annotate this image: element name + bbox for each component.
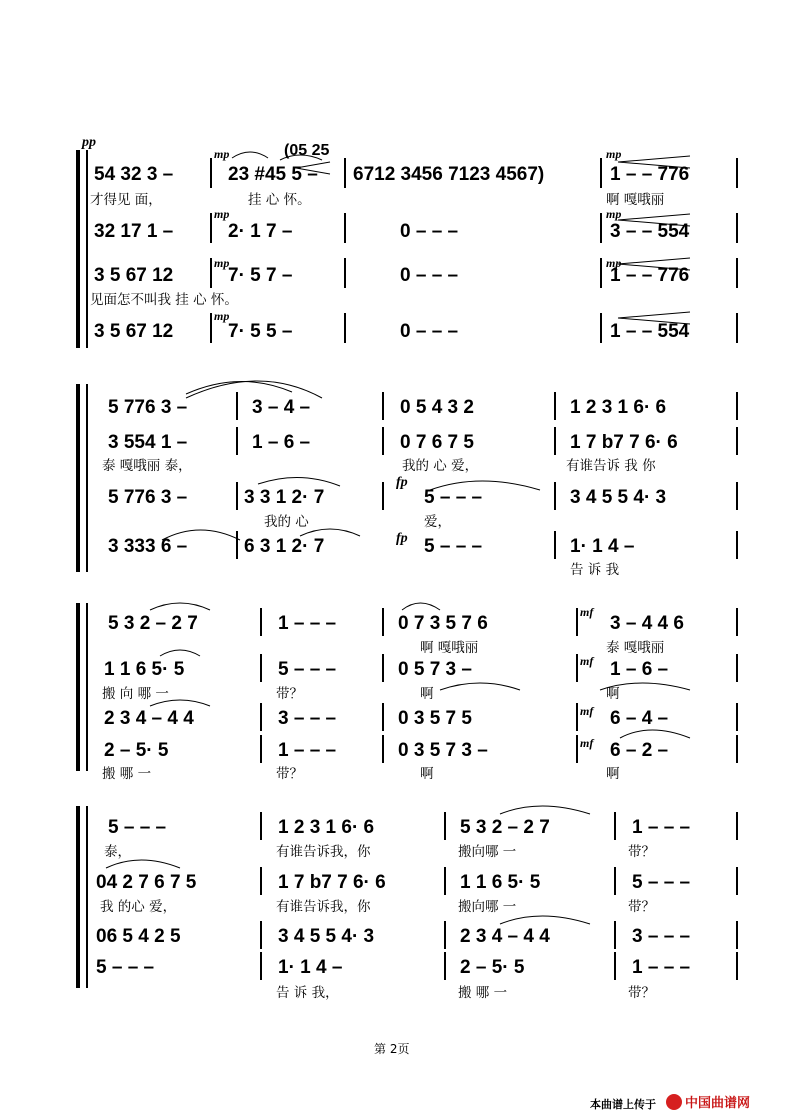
lyric: 搬向哪 一	[458, 844, 517, 860]
measure: 32 17 1 –	[94, 221, 174, 242]
lyric: 带？	[276, 686, 303, 702]
measure: 3 333 6 –	[108, 536, 188, 557]
page-number: 第 2页	[374, 1042, 410, 1056]
measure: 1 – – 554	[610, 321, 690, 342]
measure: 1· 1 4 –	[278, 957, 343, 978]
lyric: 啊 嘎哦丽	[606, 192, 665, 208]
measure: 0 – – –	[400, 221, 459, 242]
dynamic-mark: fp	[396, 475, 408, 490]
dynamic-mark: pp	[82, 135, 96, 150]
dynamic-mark: mp	[214, 207, 230, 221]
dynamic-mark: mf	[580, 704, 594, 718]
measure: 2· 1 7 –	[228, 221, 293, 242]
dynamic-mark: mp	[214, 309, 230, 323]
site-logo[interactable]	[666, 1092, 750, 1111]
measure: 23 #45 5 –	[228, 164, 318, 185]
measure: 5 3 2 – 2 7	[108, 613, 198, 634]
dynamic-mark: mp	[214, 147, 230, 161]
measure: 3 – – –	[278, 708, 337, 729]
lyric: 泰，	[104, 844, 131, 860]
lyric: 挂 心 怀。	[248, 192, 311, 208]
lyric: 搬向哪 一	[458, 899, 517, 915]
dynamic-mark: mf	[580, 736, 594, 750]
measure: 2 3 4 – 4 4	[460, 926, 550, 947]
lyric: 啊	[606, 686, 620, 702]
measure: 1 7 b7 7 6· 6	[278, 872, 386, 893]
measure: 1 – 6 –	[610, 659, 669, 680]
dynamic-mark: mp	[606, 256, 622, 270]
lyric: 告 诉 我，	[276, 985, 339, 1001]
dynamic-mark: mp	[606, 147, 622, 161]
measure: 3 554 1 –	[108, 432, 188, 453]
measure: 3 3 1 2· 7	[244, 487, 325, 508]
logo-mark-icon	[666, 1094, 682, 1110]
measure: 1 1 6 5· 5	[460, 872, 541, 893]
lyric: 我 的心 爱，	[100, 899, 177, 915]
measure: 0 5 4 3 2	[400, 397, 474, 418]
measure: 0 7 3 5 7 6	[398, 613, 488, 634]
site-logo-text: 中国曲谱网	[685, 1096, 751, 1111]
measure: 5 – – –	[424, 536, 483, 557]
lyric: 啊	[420, 686, 434, 702]
lyric: 搬 哪 一	[458, 985, 508, 1001]
measure: 2 – 5· 5	[104, 740, 169, 761]
measure: 1 – – –	[278, 740, 337, 761]
measure: 06 5 4 2 5	[96, 926, 181, 947]
measure: 0 5 7 3 –	[398, 659, 472, 680]
measure: 3 4 5 5 4· 3	[278, 926, 375, 947]
lyric: 有谁告诉我，你	[276, 899, 371, 915]
measure: 04 2 7 6 7 5	[96, 872, 197, 893]
measure: 7· 5 5 –	[228, 321, 293, 342]
dynamic-mark: fp	[396, 531, 408, 546]
measure: 0 7 6 7 5	[400, 432, 474, 453]
measure: 3 4 5 5 4· 3	[570, 487, 667, 508]
measure: 6 – 2 –	[610, 740, 669, 761]
measure: 0 – – –	[400, 265, 459, 286]
lyric: 啊	[420, 766, 434, 782]
measure: 3 – 4 4 6	[610, 613, 684, 634]
lyric: 泰 嘎哦丽	[606, 640, 665, 656]
lyric: 啊 嘎哦丽	[420, 640, 479, 656]
measure: 7· 5 7 –	[228, 265, 293, 286]
lyric: 带？	[276, 766, 303, 782]
lyric: 我的 心	[264, 514, 309, 530]
measure: 6 – 4 –	[610, 708, 669, 729]
measure: 0 3 5 7 3 –	[398, 740, 488, 761]
measure: 1 7 b7 7 6· 6	[570, 432, 678, 453]
dynamic-mark: mf	[580, 654, 594, 668]
measure: 3 – – –	[632, 926, 691, 947]
measure: 1 – – 776	[610, 164, 690, 185]
measure: 5 – – –	[96, 957, 155, 978]
lyric: 见面怎不叫我 挂 心 怀。	[90, 292, 238, 308]
measure: 6 3 1 2· 7	[244, 536, 325, 557]
measure: 1 – – 776	[610, 265, 690, 286]
intro-marking: (05 25	[284, 142, 330, 159]
measure: 1 – 6 –	[252, 432, 311, 453]
lyric: 有谁告诉 我 你	[566, 458, 656, 474]
measure: 1 – – –	[632, 817, 691, 838]
upload-credit: 本曲谱上传于	[590, 1098, 656, 1111]
lyric: 带？	[628, 844, 655, 860]
measure: 3 5 67 12	[94, 265, 174, 286]
lyric: 爱，	[424, 514, 451, 530]
measure: 6712 3456 7123 4567)	[353, 164, 545, 185]
measure: 54 32 3 –	[94, 164, 174, 185]
dynamic-mark: mf	[580, 605, 594, 619]
measure: 2 – 5· 5	[460, 957, 525, 978]
measure: 0 3 5 7 5	[398, 708, 472, 729]
measure: 5 – – –	[424, 487, 483, 508]
dynamic-mark: mp	[214, 256, 230, 270]
measure: 5 3 2 – 2 7	[460, 817, 550, 838]
measure: 5 776 3 –	[108, 487, 188, 508]
measure: 5 – – –	[278, 659, 337, 680]
lyric: 有谁告诉我，你	[276, 844, 371, 860]
measure: 2 3 4 – 4 4	[104, 708, 194, 729]
lyric: 啊	[606, 766, 620, 782]
measure: 3 – 4 –	[252, 397, 311, 418]
measure: 1 2 3 1 6· 6	[570, 397, 667, 418]
lyric: 才得见 面，	[90, 192, 162, 208]
lyric: 搬 向 哪 一	[102, 686, 169, 702]
lyric: 搬 哪 一	[102, 766, 152, 782]
measure: 5 776 3 –	[108, 397, 188, 418]
lyric: 泰 嘎哦丽 泰，	[102, 458, 192, 474]
lyric: 告 诉 我	[570, 562, 620, 578]
measure: 1 1 6 5· 5	[104, 659, 185, 680]
measure: 1· 1 4 –	[570, 536, 635, 557]
measure: 5 – – –	[632, 872, 691, 893]
dynamic-mark: mp	[606, 207, 622, 221]
measure: 1 2 3 1 6· 6	[278, 817, 375, 838]
measure: 3 5 67 12	[94, 321, 174, 342]
measure: 1 – – –	[278, 613, 337, 634]
lyric: 带？	[628, 899, 655, 915]
measure: 0 – – –	[400, 321, 459, 342]
lyric: 带？	[628, 985, 655, 1001]
measure: 5 – – –	[108, 817, 167, 838]
measure: 1 – – –	[632, 957, 691, 978]
lyric: 我的 心 爱，	[402, 458, 479, 474]
measure: 3 – – 554	[610, 221, 690, 242]
